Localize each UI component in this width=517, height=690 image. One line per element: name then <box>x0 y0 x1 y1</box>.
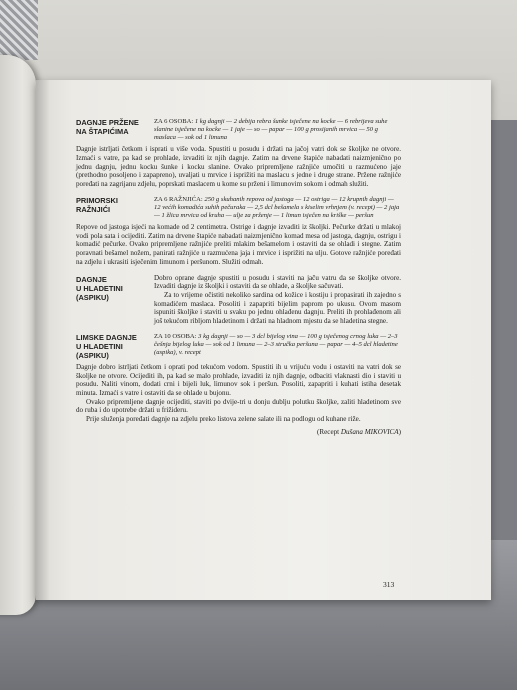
instruction-paragraph: Repove od jastoga isjeći na komade od 2 centimetra. Ostrige i dagnje izvaditi iz školjki. Pečurke držati u mlakoj vodi pola sata i ocijediti. Zatim na drvene štapiće nabadati naizmjenično komad mesa od jastoga, dagnju, ostrigu i komadić pečurke. Ovako pripremljene ražnjiće preliti mlakim bešamelom i ostaviti da se ohladi i stegne. Zatim poravnati bešamel nožem, panirati ražnjiće u razmućena jaja i mrvice i isprižiti na ulju. Gotove ražnjiće poređati na zdjelu i ukrasiti isječenim limunom i peršunom. Služiti odmah. <box>76 223 401 266</box>
ingredient-list: 250 g skuhanih repova od jastoga — 12 ostriga — 12 krupnih dagnji — 12 većih komadića suhih pečuraka — 2,5 dcl bešamela s kiselim vrhnjem (v. recept) — 2 jaja — 1 žlica mrvica od kruha — ulje za prženje — 1 limun isječen na kriške — peršun <box>154 195 400 219</box>
recipe-credit <box>76 428 401 437</box>
instruction-paragraph: Dagnje istrljati četkom i isprati u više voda. Spustiti u posudu i držati na jačoj vatri dok se školjke ne otvore. Izmaći s vatre, pa kad se prohlade, izvaditi iz njih dagnje. Zatim na drvene štapiće nabadati naizmjenično po jednu dagnju, jednu kocku šunke i kocku slanine. Ovako pripremljene ražnjiće umočiti u razmućeno jaje (prethodno posoljeno i zapapreno), uvaljati u mrvice i isprižiti na maslacu s jedne i druge strane. Pržene ražnjiće poređati na zagrijanu zdjelu, poprskati maslacem u kome su prženi i limunovim sokom i odmah služiti. <box>76 145 401 189</box>
recipe-instructions <box>76 223 401 267</box>
recipe-ingredients <box>146 196 401 220</box>
recipe-header <box>76 333 401 360</box>
recipe-instructions <box>76 363 401 424</box>
recipe-dagnje-u-hladetini <box>76 274 401 326</box>
recipe-limske-dagnje <box>76 333 401 437</box>
gutter-shadow <box>36 80 50 600</box>
recipe-servings: ZA 6 OSOBA: <box>154 118 194 125</box>
recipe-ingredients <box>146 118 401 142</box>
instruction-paragraph: Prije služenja poređati dagnje na zdjelu preko listova zelene salate ili na podlogu od kuhane riže. <box>86 415 361 424</box>
recipe-header <box>76 196 401 220</box>
instruction-paragraph: Ovako pripremljene dagnje ocijediti, staviti po dvije-tri u donju dublju polutku školjke, zaliti hladetinom sve do ruba i do upotrebe držati u frižideru. <box>76 397 401 415</box>
credit-name: Dušana MIKOVICA <box>340 427 399 436</box>
instruction-paragraph: Za to vrijeme očistiti nekoliko sardina od kožice i kostiju i propasirati ih zajedno s komadićem maslaca. Posoliti i zapapriti bijelim paprom po ukusu. Ovom masom ispuniti školjke i staviti u svaku po jednu ohlađenu dagnju. Preliti ih prohlađenom ali još tekućom ribljom hladetinom i držati na hladnom mjestu da se hladetina stegne. <box>154 291 401 326</box>
recipe-title: PRIMORSKI RAŽNJIĆI <box>76 195 118 214</box>
book-page <box>36 80 491 600</box>
left-page-edge <box>0 55 36 615</box>
credit-suffix: ) <box>398 427 401 436</box>
recipe-title: DAGNJE PRŽENE NA ŠTAPIĆIMA <box>76 118 139 136</box>
instruction-paragraph: Dobro oprane dagnje spustiti u posudu i staviti na jaču vatru da se školjke otvore. Izvaditi dagnje iz školjki i ostaviti da se ohlade, a školjke sačuvati. <box>154 273 401 291</box>
recipe-instructions <box>146 274 401 326</box>
credit-prefix: (Recept <box>317 427 340 436</box>
recipe-title: LIMSKE DAGNJE U HLADETINI (ASPIKU) <box>76 332 137 360</box>
page-number: 313 <box>383 580 395 589</box>
recipe-title: DAGNJE U HLADETINI (ASPIKU) <box>76 274 123 302</box>
recipe-ingredients <box>146 333 401 360</box>
ingredient-list: 3 kg dagnji — so — 3 dcl bijelog vina — 100 g isječenog crnog luka — 2–3 češnja bijelog luka — sok od 1 limuna — 2–3 stručka peršuna — papar — 4–5 dcl hladetine (aspika), v. recept <box>154 332 398 356</box>
recipe-instructions <box>76 145 401 189</box>
ingredient-list: 1 kg dagnji — 2 debija rebra šunke isječene na kocke — 6 rebrijeva suhe slanine isječene na kocke — 1 jaje — so — papar — 100 g prosijanih mrvica — 50 g maslaca — sok od 1 limuna <box>154 118 388 142</box>
page-content <box>76 118 401 443</box>
cloth-corner <box>0 0 38 60</box>
recipe-dagnje-przene <box>76 118 401 189</box>
recipe-header <box>76 118 401 142</box>
recipe-servings: ZA 6 RAŽNJIĆA: <box>154 195 203 203</box>
recipe-primorski-raznjici <box>76 196 401 267</box>
recipe-servings: ZA 10 OSOBA: <box>154 332 197 340</box>
instruction-paragraph: Dagnje dobro istrljati četkom i oprati pod tekućom vodom. Spustiti ih u vrijuću vodu i ostaviti na vatri dok se školjke ne otvore. Ocijediti ih, pa kad se malo prohlade, izvaditi iz njih dagnje, odbaciti vlaknasti dio i staviti u posudu. Naliti vinom, dodati crni i bijeli luk, limunov sok i peršun. Posoliti, zapapriti i kuhati istiha desetak minuta. Izmaći s vatre i ostaviti da se ohlade u bujonu. <box>76 362 401 397</box>
